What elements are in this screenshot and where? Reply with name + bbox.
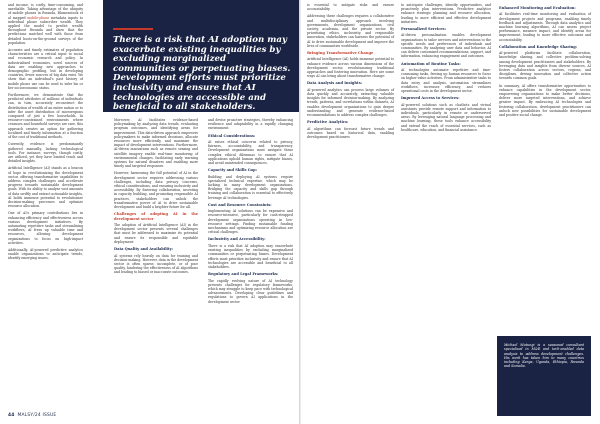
paragraph: However, harnessing the full potential of AI in the development sector requires addressing various challenges, including data privacy concerns, ethical considerations, and ensuring inclusivity and accessibility. By fostering collaboration, investing in capacity building, and promoting responsible AI practices, stakeholders can unlock the transformative power of AI to drive sustainable development and build a brighter future for all.: [114, 171, 198, 210]
author-bio-box: [497, 336, 591, 416]
paragraph: and income, is costly, time-consuming, and unreliable. Taking advantage of the ubiquity of mobile phones in Rwanda, Blumenstock et al mapped: [8, 3, 83, 20]
pull-quote-text: There is a risk that AI adoption may exacerbate existing inequalities by excluding marginalized communities or perpetuating biases. Development efforts must prioritize inclusivity and ensure that AI technologies are accessible and beneficial to all stakeholders.: [113, 35, 291, 113]
subheading: Automation of Routine Tasks:: [401, 61, 461, 66]
subheading: Data Analysis and Insights:: [307, 81, 363, 86]
paragraph: The rapidly evolving nature of AI technology presents challenges for regulatory frameworks, which may struggle to keep pace with technological advancements. Developing clear guidelines and regulations to govern AI applications in the development sector: [208, 278, 293, 304]
paragraph: Additionally, AI-powered predictive analytics enable organizations to anticipate trends, identify emerging issues,: [8, 247, 83, 261]
paragraph: AI-driven personalization enables development organizations to tailor services and interventions to the specific needs and preferences of individuals and communities. By analyzing user data and behavior, AI can deliver customized recommendations, support, and information, enhancing engagement and outcomes.: [401, 33, 491, 59]
paragraph: to anticipate challenges, identify opportunities, and proactively plan interventions. Predictive analytics enhance strategic planning and resource allocation, leading to more efficient and effective development initiatives.: [401, 3, 491, 24]
subheading: Improved Access to Services:: [401, 96, 460, 101]
paragraph: In summary, AI offers transformative opportunities to enhance capabilities in the development sector, empowering organizations to make better decisions, deliver more targeted interventions, and achieve greater impact. By embracing AI technologies and fostering collaboration, development practitioners can unlock new possibilities for sustainable development and positive social change.: [499, 83, 591, 118]
subheading: Collaboration and Knowledge Sharing:: [499, 44, 578, 49]
paragraph: AI technologies automate repetitive and time-consuming tasks, freeing up human resources to focus on higher-value activities. From administrative tasks to data entry and analysis, automation streamlines workflows, increases efficiency, and reduces operational costs in the development sector.: [401, 68, 491, 94]
left-column-3: [208, 118, 293, 307]
paragraph: Furthermore, we demonstrate that the predicted attributes of millions of individuals can, in turn, accurately reconstruct the distribution of wealth of an entire nation or to infer the asset distribution of microregions composed of just a few households. In resource-constrained environments where censuses and household surveys are rare, this approach creates an option for gathering localized and timely information at a fraction of the cost of traditional methods.: [8, 93, 83, 140]
paragraph: Moreover, AI facilitates evidence-based policymaking by analyzing data trends, evaluating program outcomes, and identifying areas for improvement. This data-driven approach empowers policymakers to make informed decisions, allocate resources more efficiently, and maximize the impact of development interventions. Furthermore, AI-driven innovations such as remote sensing and satellite imagery enable real-time monitoring of environmental changes, facilitating early warning systems for natural disasters and enabling more timely and targeted responses.: [114, 118, 198, 169]
right-column-1: [307, 3, 394, 142]
page-number: 44: [8, 413, 15, 418]
paragraph: metadata inputs to individual phone subscriber wealth. They applied the model to predict wealth throughout Rwanda and show that the predictions matched well with those from detailed boots-on-the-ground surveys of the population.: [8, 15, 84, 45]
paragraph: The adoption of Artificial Intelligence (AI) in the development sector presents several challenges that must be addressed to maximize its potential and ensure its responsible and equitable deployment:: [114, 223, 198, 244]
subheading: Cost and Resource Constraints:: [208, 202, 272, 207]
paragraph: AI-powered analytics can process large volumes of data quickly and accurately, extracting valuable insights for informed decision-making. By analyzing trends, patterns, and correlations within datasets, AI enables development organizations to gain deeper understanding and generate evidence-based recommendations to address complex challenges.: [307, 87, 394, 118]
subheading: Inclusivity and Accessibility:: [208, 237, 266, 242]
left-page: [0, 0, 299, 424]
link[interactable]: mobile-phone: [27, 15, 50, 20]
paragraph: There is a risk that AI adoption may exacerbate existing inequalities by excluding marginalized communities or perpetuating biases. Development efforts must prioritize inclusivity and ensure that AI technologies are accessible and beneficial to all stakeholders.: [208, 243, 293, 269]
subheading: Predictive Analytics:: [307, 120, 349, 125]
paragraph: is essential to mitigate risks and ensure accountability.: [307, 3, 394, 12]
section-heading: Challenges of adopting AI in the development sector: [114, 212, 198, 221]
subheading: Enhanced Monitoring and Evaluation:: [499, 6, 576, 10]
paragraph: One of AI's primary contributions lies in enhancing efficiency and effectiveness across various development initiatives. By automating repetitive tasks and streamlining workflows, AI frees up valuable time and resources, allowing development organizations to focus on high-impact activities.: [8, 211, 83, 245]
paragraph: AI-powered solutions such as chatbots and virtual assistants provide remote support and information to individuals, particularly in remote or underserved areas. By leveraging natural language processing and machine learning, these tools enhance accessibility and extend the reach of essential services, such as healthcare, education, and financial assistance.: [401, 102, 491, 132]
paragraph: Artificial Intelligence (AI) holds immense potential to enhance evidence across various dimensions of the development sector, revolutionizing traditional approaches and fostering innovation. Here are some ways AI can bring about transformative change:: [307, 57, 394, 79]
subheading: Capacity and Skills Gap:: [208, 168, 257, 173]
issue-label: MALSY/24 ISSUE: [17, 413, 57, 418]
paragraph: Artificial Intelligence (AI) stands as a beacon of hope in revolutionizing the development sector, offering transformative capabilities to address complex challenges and accelerate progress towards sustainable development goals. With its ability to analyze vast amounts of data swiftly and extract actionable insights, AI holds immense potential to revolutionize decision-making processes and optimize resource allocation.: [8, 166, 83, 209]
subheading: Ethical Considerations:: [208, 133, 256, 138]
page-footer: [8, 413, 56, 418]
quote-accent-bar: [113, 28, 153, 30]
right-page: [301, 0, 600, 424]
paragraph: Implementing AI solutions can be expensive and resource-intensive, particularly for cash-strapped development organizations operating in low-resource settings. Finding sustainable funding mechanisms and optimizing resource allocation are critical challenges.: [208, 209, 293, 235]
paragraph: Building and deploying AI systems require specialized technical expertise, which may be lacking in many development organizations. Bridging the capacity and skills gap through training and collaboration is essential to effectively leverage AI technologies.: [208, 174, 293, 200]
paragraph: Addressing these challenges requires a collaborative and multidisciplinary approach involving governments, development organizations, civil society, academia, and the private sector. By prioritizing ethics, inclusivity, and responsible innovation, stakeholders can harness the potential of AI to drive sustainable development and improve the lives of communities worldwide.: [307, 14, 394, 48]
paragraph: AI raises ethical concerns related to privacy, fairness, accountability, and transparency. Development organizations must navigate these complex ethical dilemmas to ensure that AI applications uphold human rights, mitigate biases, and avoid unintended consequences.: [208, 140, 293, 166]
subheading: Data Quality and Availability:: [114, 247, 173, 252]
paragraph: AI algorithms can forecast future trends and outcomes based on historical data, enabling development practitioners: [307, 126, 394, 140]
paragraph: and devise proactive strategies, thereby enhancing resilience and adaptability in a rapidly changing environment.: [208, 118, 293, 131]
right-column-2: [401, 3, 491, 135]
author-bio-text: Michael Mutungi is a seasoned consultant specialized in M&E and tech-enabled data analysis to address development challenges. His work has taken him to many countries including Kenya, Uganda, Ethiopia, Rwanda and Somalia.: [504, 343, 584, 369]
subheading: Personalized Services:: [401, 27, 447, 32]
section-heading: Bringing Transformative Change: [307, 51, 374, 56]
pull-quote-box: [103, 0, 299, 112]
left-column-1: [8, 3, 83, 264]
paragraph: Currently, evidence is predominantly gathered manually, lacking technological tools. For instance, surveys, though costly, are utilized, yet they have limited reach and detailed insights.: [8, 142, 83, 164]
right-column-3: [499, 3, 591, 120]
left-column-2: [114, 118, 198, 278]
paragraph: AI systems rely heavily on data for training and decision-making. However, data in the development sector is often sparse, incomplete, or of poor quality, hindering the effectiveness of AI algorithms and leading to biased or inaccurate outcomes.: [114, 253, 198, 275]
paragraph: Accurate and timely estimates of population characteristics are a critical input to social and economic research and policy. In industrialized economies, novel sources of data are enabling new approaches to demographic profiling, but in developing countries, fewer sources of big data exist. We show that an individual's past history of mobile phone use can be used to infer his or her socioeconomic status.: [8, 48, 83, 90]
paragraph: AI-powered platforms facilitate collaboration, knowledge sharing, and collective problem-solving among development practitioners and stakeholders. By leveraging data and insights from diverse sources, AI fosters collaboration across sectors, regions, and disciplines, driving innovation and collective action towards common goals.: [499, 51, 591, 81]
subheading: Regulatory and Legal Frameworks:: [208, 272, 279, 277]
paragraph: AI facilitates real-time monitoring and evaluation of development projects and programs, enabling timely feedback and adjustments. Through data analytics and machine learning algorithms, AI can assess project performance, measure impact, and identify areas for improvement, leading to more effective outcomes and accountability.: [499, 12, 591, 42]
